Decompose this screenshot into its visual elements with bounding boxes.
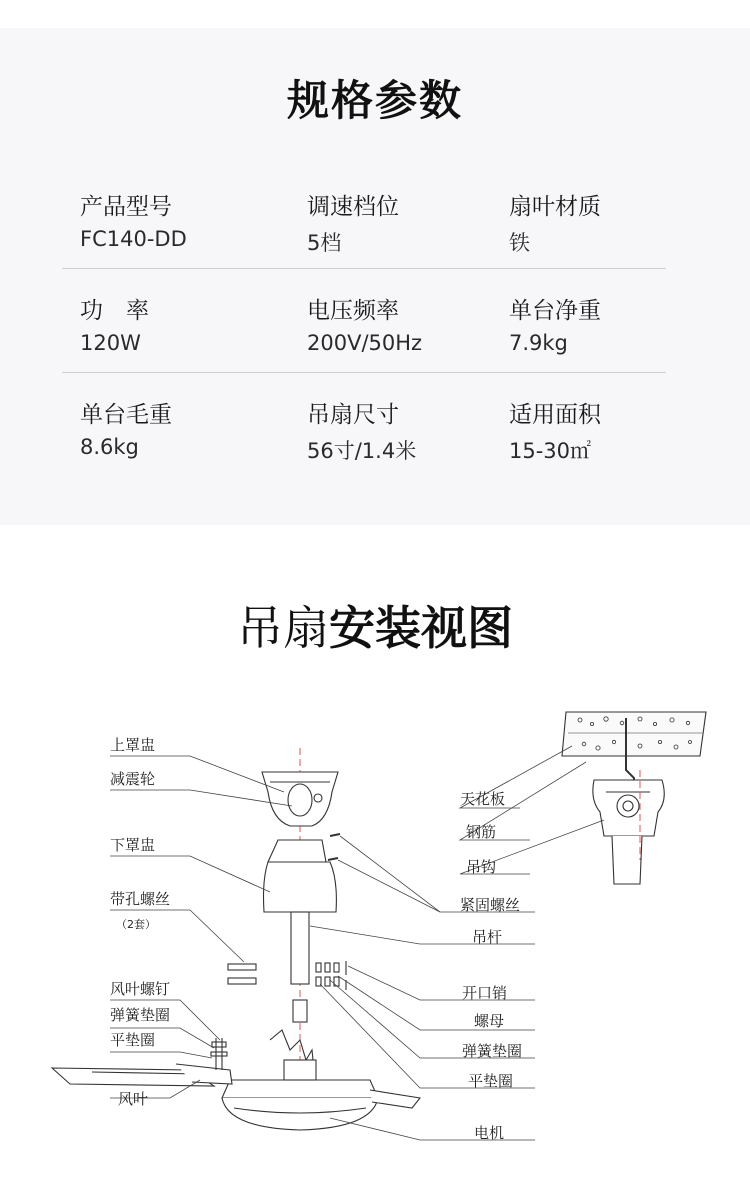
label-hook: 吊钩 <box>466 858 497 876</box>
spec-label: 适用面积 <box>509 402 601 428</box>
label-holed-screw: 带孔螺丝 <box>110 890 171 908</box>
label-upper-cover: 上罩盅 <box>110 736 156 754</box>
spec-value: 120W <box>80 331 141 355</box>
ceiling-slab <box>562 712 706 756</box>
label-motor: 电机 <box>474 1124 505 1142</box>
spec-value: 8.6kg <box>80 435 139 459</box>
motor <box>222 1030 420 1130</box>
spec-value: 200V/50Hz <box>307 331 423 355</box>
label-spring-washer-right: 弹簧垫圈 <box>462 1042 523 1060</box>
install-title-bold: 安装视图 <box>329 601 513 655</box>
label-damper-wheel: 减震轮 <box>110 770 156 788</box>
nuts-and-washers <box>316 961 346 990</box>
spec-label: 单台毛重 <box>80 402 172 428</box>
label-set-screw: 紧固螺丝 <box>460 896 521 914</box>
spec-value: 7.9kg <box>509 331 568 355</box>
spec-label: 功 率 <box>80 298 149 324</box>
label-lower-cover: 下罩盅 <box>110 836 156 854</box>
spec-value: 56寸/1.4米 <box>307 439 417 463</box>
upper-canopy <box>262 772 338 826</box>
blade-screws <box>211 1038 227 1070</box>
label-rod: 吊杆 <box>472 928 503 946</box>
label-ceiling: 天花板 <box>460 790 506 808</box>
spec-value: 5档 <box>307 231 342 255</box>
label-holed-screw-note: （2套） <box>116 918 156 931</box>
spec-label: 单台净重 <box>509 298 601 324</box>
downrod <box>291 912 309 984</box>
fan-blade <box>52 1064 232 1086</box>
label-blade: 风叶 <box>118 1090 149 1108</box>
spec-label: 产品型号 <box>80 194 172 220</box>
label-spring-washer-left: 弹簧垫圈 <box>110 1006 171 1024</box>
spec-label: 扇叶材质 <box>509 194 601 220</box>
spec-value: FC140-DD <box>80 227 187 251</box>
spec-label: 电压频率 <box>307 298 399 324</box>
install-title-light: 吊扇 <box>237 601 329 655</box>
spec-label: 吊扇尺寸 <box>307 402 399 428</box>
specs-title: 规格参数 <box>286 76 463 125</box>
spec-label: 调速档位 <box>307 194 399 220</box>
label-flat-washer-right: 平垫圈 <box>468 1072 514 1090</box>
label-blade-screw: 风叶螺钉 <box>110 980 171 998</box>
set-screws <box>328 834 340 860</box>
label-cotter-pin: 开口销 <box>462 984 508 1002</box>
lower-canopy <box>264 840 337 912</box>
spec-value: 15-30㎡ <box>509 439 592 463</box>
label-nut: 螺母 <box>474 1012 505 1030</box>
spec-value: 铁 <box>509 231 530 255</box>
holed-bolts <box>228 964 256 984</box>
label-flat-washer-left: 平垫圈 <box>110 1031 156 1049</box>
label-rebar: 钢筋 <box>466 823 497 841</box>
